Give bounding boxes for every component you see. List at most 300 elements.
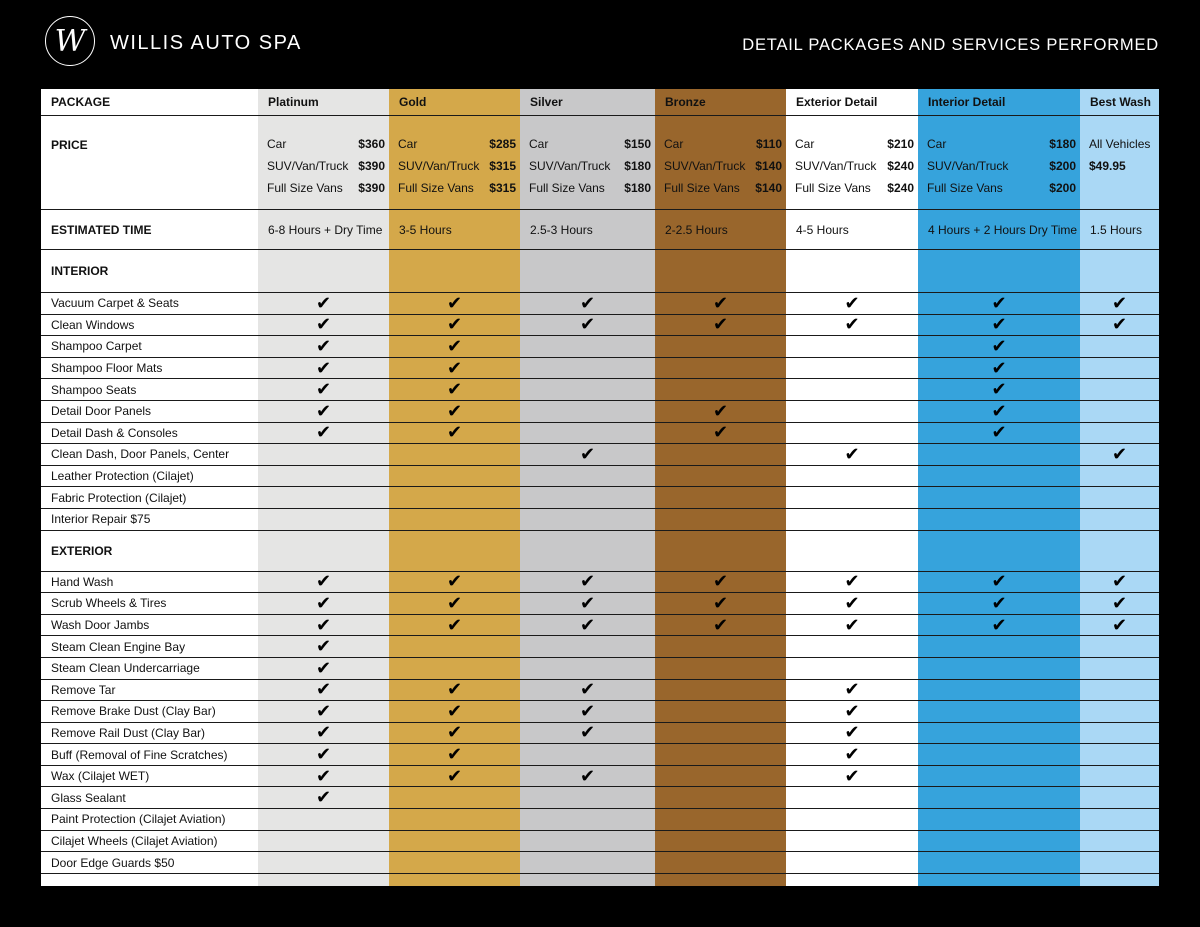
- price-label: PRICE: [41, 116, 258, 210]
- estimated-time-label: ESTIMATED TIME: [41, 210, 258, 250]
- vehicle-type: SUV/Van/Truck: [398, 159, 480, 173]
- empty-cell: [258, 831, 389, 853]
- service-name: Door Edge Guards $50: [41, 852, 258, 874]
- section-title-exterior: EXTERIOR: [41, 531, 258, 572]
- section-spacer: [918, 531, 1080, 572]
- empty-cell: [786, 636, 918, 658]
- check-icon: ✔: [918, 379, 1080, 401]
- check-icon: ✔: [258, 593, 389, 615]
- empty-cell: [258, 809, 389, 831]
- empty-cell: [786, 466, 918, 488]
- table-footer-spacer: [520, 874, 655, 886]
- vehicle-type: SUV/Van/Truck: [267, 159, 349, 173]
- price-line: [664, 158, 782, 174]
- price-amount: $240: [887, 159, 914, 173]
- empty-cell: [389, 852, 520, 874]
- empty-cell: [655, 444, 786, 466]
- service-name: Steam Clean Engine Bay: [41, 636, 258, 658]
- price-line: [927, 136, 1076, 152]
- empty-cell: [918, 723, 1080, 745]
- empty-cell: [520, 336, 655, 358]
- check-icon: ✔: [786, 593, 918, 615]
- brand-logo: [45, 16, 95, 66]
- price-line: [267, 136, 385, 152]
- check-icon: ✔: [258, 636, 389, 658]
- vehicle-type: Car: [398, 137, 418, 151]
- empty-cell: [786, 831, 918, 853]
- empty-cell: [918, 766, 1080, 788]
- service-name: Cilajet Wheels (Cilajet Aviation): [41, 831, 258, 853]
- empty-cell: [1080, 401, 1159, 423]
- check-icon: ✔: [389, 572, 520, 594]
- estimated-time-bronze: 2-2.5 Hours: [655, 210, 786, 250]
- price-line: [398, 180, 516, 196]
- price-line: [927, 180, 1076, 196]
- empty-cell: [918, 636, 1080, 658]
- table-footer-spacer: [258, 874, 389, 886]
- price-amount: $180: [624, 159, 651, 173]
- empty-cell: [786, 852, 918, 874]
- check-icon: ✔: [389, 723, 520, 745]
- empty-cell: [1080, 787, 1159, 809]
- price-amount: $285: [489, 137, 516, 151]
- service-name: Paint Protection (Cilajet Aviation): [41, 809, 258, 831]
- check-icon: ✔: [786, 701, 918, 723]
- section-spacer: [918, 250, 1080, 293]
- price-amount: $390: [358, 181, 385, 195]
- price-line: [927, 158, 1076, 174]
- empty-cell: [655, 379, 786, 401]
- empty-cell: [918, 852, 1080, 874]
- empty-cell: [786, 509, 918, 531]
- vehicle-type: Full Size Vans: [398, 181, 474, 195]
- empty-cell: [258, 487, 389, 509]
- table-footer-spacer: [655, 874, 786, 886]
- empty-cell: [918, 509, 1080, 531]
- check-icon: ✔: [786, 680, 918, 702]
- price-amount: $210: [887, 137, 914, 151]
- vehicle-type: Car: [795, 137, 815, 151]
- check-icon: ✔: [258, 787, 389, 809]
- price-line: [529, 136, 651, 152]
- empty-cell: [655, 680, 786, 702]
- empty-cell: [389, 466, 520, 488]
- empty-cell: [520, 379, 655, 401]
- price-amount: $150: [624, 137, 651, 151]
- section-spacer: [1080, 531, 1159, 572]
- check-icon: ✔: [918, 336, 1080, 358]
- empty-cell: [258, 444, 389, 466]
- empty-cell: [520, 466, 655, 488]
- empty-cell: [1080, 358, 1159, 380]
- empty-cell: [520, 744, 655, 766]
- section-spacer: [655, 531, 786, 572]
- empty-cell: [520, 636, 655, 658]
- empty-cell: [918, 466, 1080, 488]
- empty-cell: [520, 658, 655, 680]
- empty-cell: [786, 401, 918, 423]
- check-icon: ✔: [389, 680, 520, 702]
- service-name: Shampoo Seats: [41, 379, 258, 401]
- empty-cell: [655, 636, 786, 658]
- service-name: Detail Door Panels: [41, 401, 258, 423]
- check-icon: ✔: [918, 593, 1080, 615]
- package-name-bronze: Bronze: [655, 89, 786, 116]
- service-name: Clean Windows: [41, 315, 258, 337]
- vehicle-type: Car: [664, 137, 684, 151]
- check-icon: ✔: [389, 315, 520, 337]
- service-name: Leather Protection (Cilajet): [41, 466, 258, 488]
- empty-cell: [918, 809, 1080, 831]
- vehicle-type: Full Size Vans: [927, 181, 1003, 195]
- check-icon: ✔: [655, 423, 786, 445]
- check-icon: ✔: [389, 615, 520, 637]
- check-icon: ✔: [258, 358, 389, 380]
- section-spacer: [786, 531, 918, 572]
- empty-cell: [1080, 336, 1159, 358]
- vehicle-type: SUV/Van/Truck: [664, 159, 746, 173]
- service-name: Glass Sealant: [41, 787, 258, 809]
- empty-cell: [655, 809, 786, 831]
- empty-cell: [1080, 509, 1159, 531]
- check-icon: ✔: [655, 315, 786, 337]
- price-cell-interior: [918, 116, 1080, 210]
- section-spacer: [520, 531, 655, 572]
- service-name: Detail Dash & Consoles: [41, 423, 258, 445]
- service-name: Wax (Cilajet WET): [41, 766, 258, 788]
- empty-cell: [520, 358, 655, 380]
- price-cell-gold: [389, 116, 520, 210]
- table-footer-spacer: [389, 874, 520, 886]
- check-icon: ✔: [258, 572, 389, 594]
- check-icon: ✔: [389, 336, 520, 358]
- empty-cell: [1080, 379, 1159, 401]
- empty-cell: [389, 487, 520, 509]
- document-title: DETAIL PACKAGES AND SERVICES PERFORMED: [742, 36, 1159, 54]
- check-icon: ✔: [258, 423, 389, 445]
- empty-cell: [655, 787, 786, 809]
- service-name: Interior Repair $75: [41, 509, 258, 531]
- service-name: Wash Door Jambs: [41, 615, 258, 637]
- empty-cell: [1080, 723, 1159, 745]
- empty-cell: [389, 831, 520, 853]
- check-icon: ✔: [786, 723, 918, 745]
- empty-cell: [786, 809, 918, 831]
- estimated-time-exterior: 4-5 Hours: [786, 210, 918, 250]
- price-amount: $110: [755, 137, 782, 151]
- vehicle-type: SUV/Van/Truck: [529, 159, 611, 173]
- vehicle-type: Car: [927, 137, 947, 151]
- vehicle-type: Full Size Vans: [529, 181, 605, 195]
- check-icon: ✔: [520, 293, 655, 315]
- check-icon: ✔: [786, 293, 918, 315]
- empty-cell: [520, 787, 655, 809]
- empty-cell: [786, 336, 918, 358]
- table-footer-spacer: [786, 874, 918, 886]
- package-name-gold: Gold: [389, 89, 520, 116]
- price-cell-exterior: [786, 116, 918, 210]
- check-icon: ✔: [520, 680, 655, 702]
- check-icon: ✔: [258, 293, 389, 315]
- empty-cell: [1080, 831, 1159, 853]
- price-line: [1089, 136, 1155, 152]
- check-icon: ✔: [655, 572, 786, 594]
- service-name: Vacuum Carpet & Seats: [41, 293, 258, 315]
- vehicle-type: SUV/Van/Truck: [927, 159, 1009, 173]
- empty-cell: [918, 680, 1080, 702]
- check-icon: ✔: [918, 615, 1080, 637]
- empty-cell: [655, 509, 786, 531]
- empty-cell: [258, 466, 389, 488]
- check-icon: ✔: [918, 293, 1080, 315]
- empty-cell: [655, 831, 786, 853]
- check-icon: ✔: [918, 315, 1080, 337]
- check-icon: ✔: [520, 766, 655, 788]
- check-icon: ✔: [918, 358, 1080, 380]
- package-name-best: Best Wash: [1080, 89, 1159, 116]
- price-line: [795, 158, 914, 174]
- empty-cell: [655, 766, 786, 788]
- check-icon: ✔: [389, 401, 520, 423]
- check-icon: ✔: [520, 723, 655, 745]
- vehicle-type: Car: [267, 137, 287, 151]
- price-amount: $180: [1049, 137, 1076, 151]
- check-icon: ✔: [520, 444, 655, 466]
- section-spacer: [258, 250, 389, 293]
- price-line: [398, 158, 516, 174]
- section-spacer: [258, 531, 389, 572]
- check-icon: ✔: [258, 336, 389, 358]
- service-name: Shampoo Carpet: [41, 336, 258, 358]
- logo-letter: W: [54, 23, 86, 59]
- section-spacer: [389, 250, 520, 293]
- service-name: Buff (Removal of Fine Scratches): [41, 744, 258, 766]
- price-line: [664, 136, 782, 152]
- empty-cell: [389, 658, 520, 680]
- section-spacer: [520, 250, 655, 293]
- empty-cell: [786, 787, 918, 809]
- vehicle-type: $49.95: [1089, 159, 1126, 173]
- empty-cell: [655, 336, 786, 358]
- package-name-silver: Silver: [520, 89, 655, 116]
- check-icon: ✔: [786, 615, 918, 637]
- check-icon: ✔: [1080, 293, 1159, 315]
- table-footer-spacer: [41, 874, 258, 886]
- vehicle-type: Full Size Vans: [795, 181, 871, 195]
- package-name-platinum: Platinum: [258, 89, 389, 116]
- check-icon: ✔: [1080, 615, 1159, 637]
- price-line: [664, 180, 782, 196]
- check-icon: ✔: [786, 766, 918, 788]
- empty-cell: [1080, 636, 1159, 658]
- table-footer-spacer: [918, 874, 1080, 886]
- price-amount: $315: [489, 181, 516, 195]
- check-icon: ✔: [655, 593, 786, 615]
- package-name-interior: Interior Detail: [918, 89, 1080, 116]
- empty-cell: [655, 744, 786, 766]
- empty-cell: [1080, 423, 1159, 445]
- empty-cell: [655, 723, 786, 745]
- empty-cell: [918, 787, 1080, 809]
- empty-cell: [1080, 701, 1159, 723]
- section-spacer: [1080, 250, 1159, 293]
- empty-cell: [258, 852, 389, 874]
- empty-cell: [389, 444, 520, 466]
- table-footer-spacer: [1080, 874, 1159, 886]
- check-icon: ✔: [655, 293, 786, 315]
- service-name: Shampoo Floor Mats: [41, 358, 258, 380]
- check-icon: ✔: [389, 744, 520, 766]
- check-icon: ✔: [258, 680, 389, 702]
- empty-cell: [655, 487, 786, 509]
- empty-cell: [1080, 466, 1159, 488]
- estimated-time-best: 1.5 Hours: [1080, 210, 1159, 250]
- empty-cell: [1080, 766, 1159, 788]
- empty-cell: [918, 444, 1080, 466]
- check-icon: ✔: [389, 379, 520, 401]
- empty-cell: [918, 487, 1080, 509]
- check-icon: ✔: [258, 401, 389, 423]
- service-name: Remove Brake Dust (Clay Bar): [41, 701, 258, 723]
- empty-cell: [786, 423, 918, 445]
- section-spacer: [786, 250, 918, 293]
- vehicle-type: Full Size Vans: [267, 181, 343, 195]
- empty-cell: [520, 852, 655, 874]
- estimated-time-gold: 3-5 Hours: [389, 210, 520, 250]
- check-icon: ✔: [389, 593, 520, 615]
- check-icon: ✔: [389, 293, 520, 315]
- service-name: Steam Clean Undercarriage: [41, 658, 258, 680]
- service-name: Clean Dash, Door Panels, Center: [41, 444, 258, 466]
- check-icon: ✔: [918, 423, 1080, 445]
- section-spacer: [655, 250, 786, 293]
- check-icon: ✔: [258, 701, 389, 723]
- check-icon: ✔: [655, 615, 786, 637]
- vehicle-type: SUV/Van/Truck: [795, 159, 877, 173]
- empty-cell: [786, 358, 918, 380]
- empty-cell: [655, 701, 786, 723]
- service-name: Fabric Protection (Cilajet): [41, 487, 258, 509]
- price-amount: $200: [1049, 159, 1076, 173]
- check-icon: ✔: [389, 766, 520, 788]
- empty-cell: [918, 831, 1080, 853]
- check-icon: ✔: [258, 723, 389, 745]
- check-icon: ✔: [918, 572, 1080, 594]
- price-amount: $200: [1049, 181, 1076, 195]
- price-cell-bronze: [655, 116, 786, 210]
- empty-cell: [786, 487, 918, 509]
- price-amount: $390: [358, 159, 385, 173]
- package-name-exterior: Exterior Detail: [786, 89, 918, 116]
- price-line: [795, 136, 914, 152]
- check-icon: ✔: [520, 572, 655, 594]
- check-icon: ✔: [1080, 572, 1159, 594]
- empty-cell: [520, 487, 655, 509]
- price-line: [529, 158, 651, 174]
- empty-cell: [389, 636, 520, 658]
- empty-cell: [918, 658, 1080, 680]
- section-spacer: [389, 531, 520, 572]
- empty-cell: [655, 466, 786, 488]
- package-header: PACKAGE: [41, 89, 258, 116]
- empty-cell: [1080, 658, 1159, 680]
- vehicle-type: Car: [529, 137, 549, 151]
- service-name: Remove Tar: [41, 680, 258, 702]
- empty-cell: [655, 658, 786, 680]
- check-icon: ✔: [520, 615, 655, 637]
- estimated-time-platinum: 6-8 Hours + Dry Time: [258, 210, 389, 250]
- service-name: Hand Wash: [41, 572, 258, 594]
- check-icon: ✔: [258, 615, 389, 637]
- check-icon: ✔: [258, 379, 389, 401]
- check-icon: ✔: [1080, 444, 1159, 466]
- empty-cell: [1080, 487, 1159, 509]
- empty-cell: [786, 379, 918, 401]
- empty-cell: [1080, 744, 1159, 766]
- price-amount: $180: [624, 181, 651, 195]
- empty-cell: [520, 509, 655, 531]
- price-amount: $140: [755, 159, 782, 173]
- check-icon: ✔: [258, 658, 389, 680]
- packages-table: [41, 89, 1159, 886]
- empty-cell: [520, 831, 655, 853]
- check-icon: ✔: [389, 423, 520, 445]
- vehicle-type: Full Size Vans: [664, 181, 740, 195]
- price-amount: $315: [489, 159, 516, 173]
- check-icon: ✔: [258, 315, 389, 337]
- empty-cell: [389, 787, 520, 809]
- price-cell-platinum: [258, 116, 389, 210]
- price-cell-best: [1080, 116, 1159, 210]
- price-line: [529, 180, 651, 196]
- empty-cell: [389, 509, 520, 531]
- check-icon: ✔: [655, 401, 786, 423]
- service-name: Remove Rail Dust (Clay Bar): [41, 723, 258, 745]
- check-icon: ✔: [1080, 315, 1159, 337]
- empty-cell: [786, 658, 918, 680]
- price-cell-silver: [520, 116, 655, 210]
- check-icon: ✔: [520, 593, 655, 615]
- service-name: Scrub Wheels & Tires: [41, 593, 258, 615]
- price-line: [398, 136, 516, 152]
- empty-cell: [655, 358, 786, 380]
- check-icon: ✔: [520, 701, 655, 723]
- check-icon: ✔: [258, 744, 389, 766]
- check-icon: ✔: [520, 315, 655, 337]
- check-icon: ✔: [918, 401, 1080, 423]
- estimated-time-interior: 4 Hours + 2 Hours Dry Time: [918, 210, 1080, 250]
- check-icon: ✔: [389, 701, 520, 723]
- vehicle-type: All Vehicles: [1089, 137, 1151, 151]
- check-icon: ✔: [258, 766, 389, 788]
- brand-name: WILLIS AUTO SPA: [110, 32, 302, 54]
- price-amount: $360: [358, 137, 385, 151]
- check-icon: ✔: [389, 358, 520, 380]
- check-icon: ✔: [786, 315, 918, 337]
- price-amount: $240: [887, 181, 914, 195]
- estimated-time-silver: 2.5-3 Hours: [520, 210, 655, 250]
- check-icon: ✔: [786, 444, 918, 466]
- empty-cell: [1080, 852, 1159, 874]
- empty-cell: [918, 744, 1080, 766]
- check-icon: ✔: [1080, 593, 1159, 615]
- section-title-interior: INTERIOR: [41, 250, 258, 293]
- empty-cell: [520, 423, 655, 445]
- empty-cell: [918, 701, 1080, 723]
- empty-cell: [1080, 809, 1159, 831]
- price-line: [1089, 158, 1155, 174]
- empty-cell: [1080, 680, 1159, 702]
